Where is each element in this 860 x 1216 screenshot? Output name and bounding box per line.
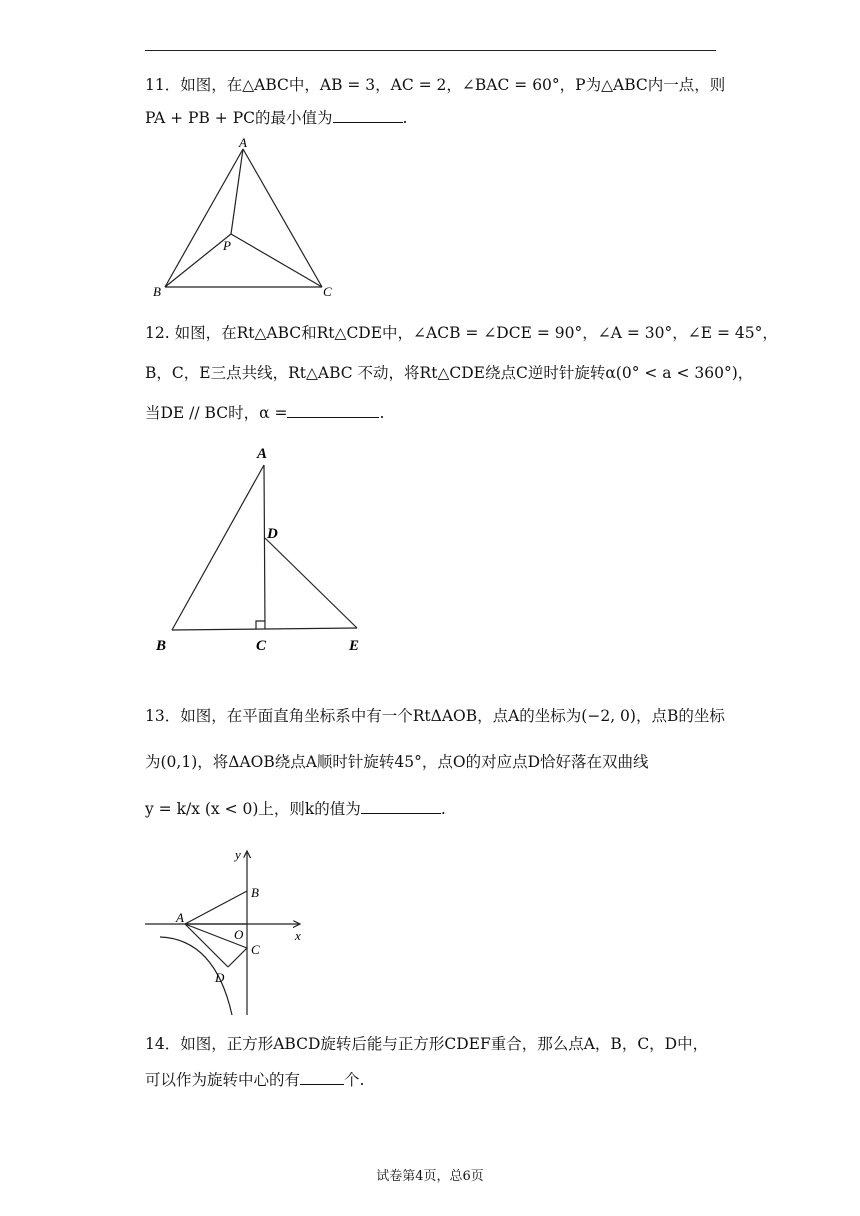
q13-line3-text: y = k/x (x < 0)上，则k的值为 [145, 800, 361, 818]
q13-label-a: A [176, 910, 184, 925]
q12-label-c: C [256, 638, 267, 654]
q12-label-a: A [257, 446, 268, 462]
q12-line3-text: 当DE // BC时，α = [145, 404, 288, 422]
q13-label-b: B [251, 885, 259, 900]
q11-line2 [145, 106, 407, 128]
q14-answer-blank [300, 1070, 344, 1085]
q13-label-c: C [251, 942, 260, 957]
q12-label-e: E [349, 638, 360, 654]
q13-label-o: O [234, 927, 244, 942]
q12-label-b: B [156, 638, 167, 654]
q11-label-b: B [153, 284, 161, 299]
page-footer: 试卷第4页，总6页 [376, 1169, 484, 1184]
q12-triangles-figure [145, 440, 385, 665]
q11-end: . [402, 109, 408, 127]
q13-line2: 为(0,1)，将ΔAOB绕点A顺时针旋转45°，点O的对应点D恰好落在双曲线 [145, 753, 649, 771]
q13-line1: 13．如图，在平面直角坐标系中有一个RtΔAOB，点A的坐标为(−2, 0)，点B的坐标 [145, 707, 725, 725]
q13-label-x: x [295, 928, 301, 943]
header-rule [145, 50, 716, 51]
q13-end: . [440, 800, 446, 818]
q11-label-a: A [239, 135, 247, 150]
q11-line2-text: PA + PB + PC的最小值为 [145, 109, 333, 127]
q14-line2-text: 可以作为旋转中心的有 [145, 1071, 301, 1089]
q14-line1: 14．如图，正方形ABCD旋转后能与正方形CDEF重合，那么点A，B，C，D中， [145, 1035, 709, 1053]
q11-triangle-figure [145, 135, 345, 300]
q12-label-d: D [267, 526, 278, 542]
q11-label-p: P [223, 238, 231, 253]
q12-answer-blank [287, 403, 379, 418]
q13-label-d: D [215, 970, 225, 985]
q13-line3 [145, 797, 446, 819]
q13-label-y: y [235, 847, 241, 862]
q13-answer-blank [361, 799, 441, 814]
q12-end: . [379, 404, 385, 422]
q12-line3 [145, 401, 384, 423]
q11-answer-blank [333, 108, 403, 123]
q11-label-c: C [323, 284, 332, 299]
q14-end: 个. [344, 1071, 365, 1089]
q14-line2 [145, 1068, 364, 1090]
q12-line1: 12. 如图，在Rt△ABC和Rt△CDE中，∠ACB = ∠DCE = 90°，∠A = 30°，∠E = 45°， [145, 324, 778, 342]
q11-line1: 11．如图，在△ABC中，AB = 3，AC = 2，∠BAC = 60°，P为△ABC内一点，则 [145, 76, 726, 94]
q13-coordinate-figure [145, 845, 315, 1020]
q12-line2: B，C，E三点共线，Rt△ABC 不动，将Rt△CDE绕点C逆时针旋转α(0° < a < 360°)， [145, 364, 754, 382]
